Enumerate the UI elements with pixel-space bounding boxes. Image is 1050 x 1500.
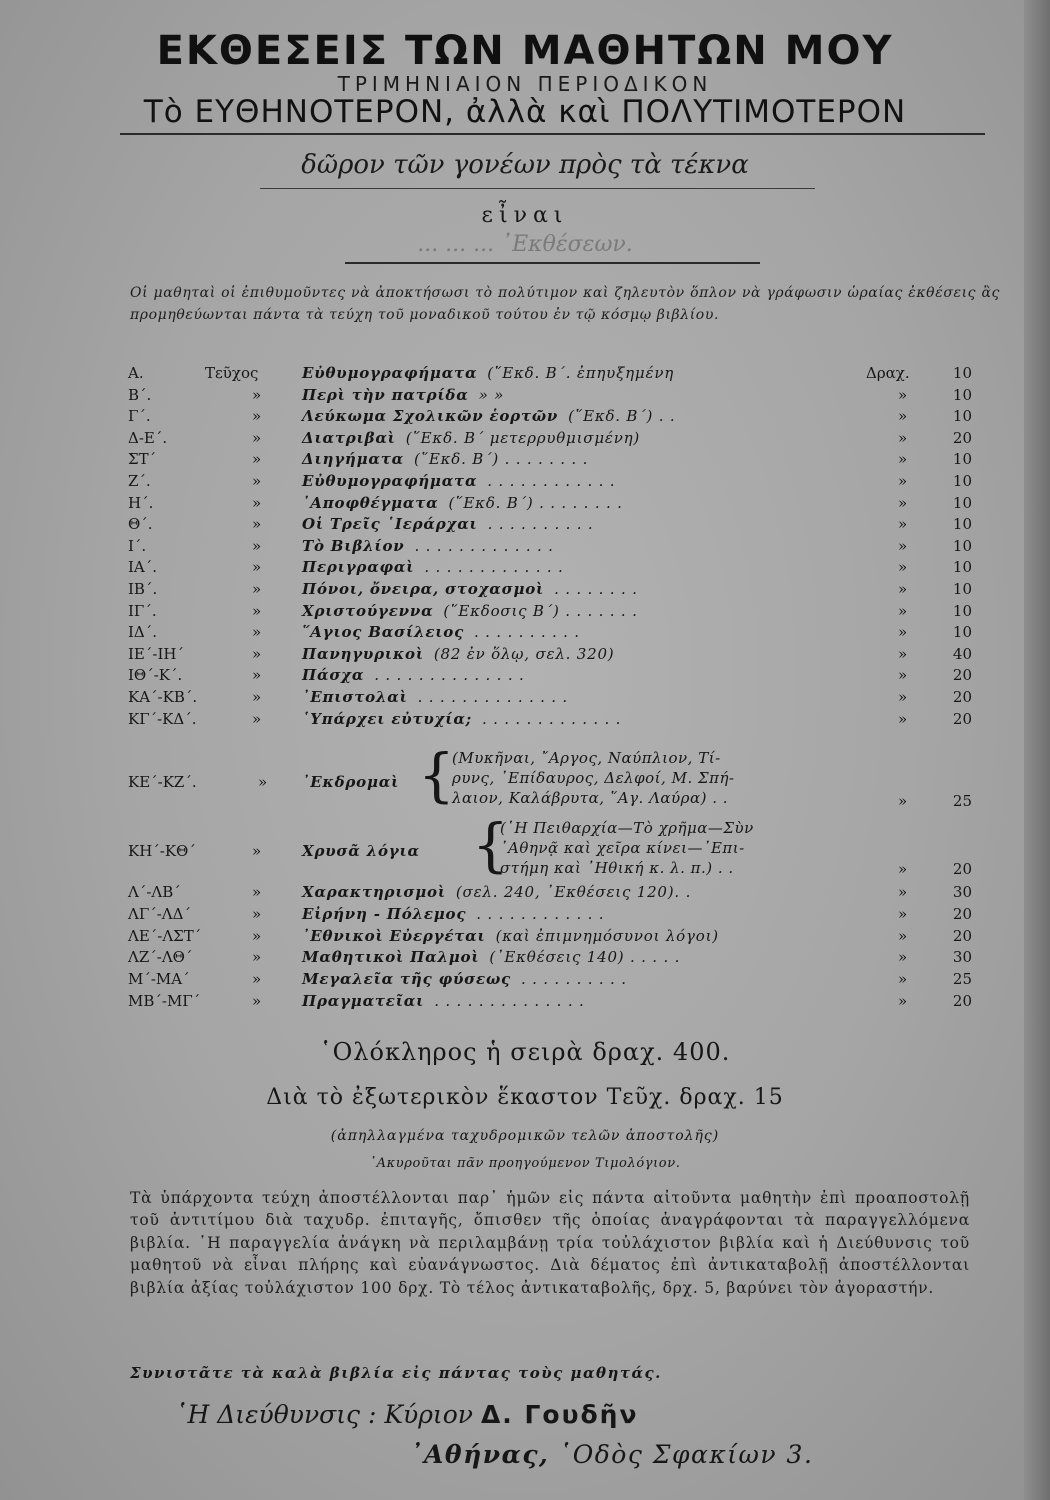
ditto-mark: » <box>252 407 262 426</box>
issue-note: . . . . . . . . . . . . . . <box>434 992 585 1010</box>
issue-price: 10 <box>952 407 972 426</box>
table-row <box>0 666 1050 688</box>
total-price: ῾Ολόκληρος ἡ σειρὰ δραχ. 400. <box>319 1038 731 1066</box>
table-row <box>0 602 1050 624</box>
abroad-price: Διὰ τὸ ἐξωτερικὸν ἕκαστον Τεῦχ. δραχ. 15 <box>266 1085 784 1110</box>
ditto-mark: » <box>252 450 262 469</box>
ditto-mark: » <box>898 558 908 577</box>
issue-price: 10 <box>952 515 972 534</box>
issue-note: (σελ. 240, ᾿Εκθέσεις 120). . <box>455 883 692 901</box>
intro-paragraph: Οἱ μαθηταὶ οἱ ἐπιθυμοῦντες νὰ ἀποκτήσωσι τὸ πολύτιμον καὶ ζηλευτὸν ὅπλον νὰ γράφωσιν ὡραίας ἐκθέσεις ἂς προμηθεύωνται πάντα τὰ τεύχη τοῦ μοναδικοῦ τούτου ἐν τῷ κόσμῳ βιβλίου. <box>130 285 1000 323</box>
issue-title: Περιγραφαὶ . . . . . . . . . . . . . <box>302 558 564 577</box>
brace-icon: { <box>472 811 510 879</box>
issue-price: 20 <box>952 666 972 685</box>
issue-number: ΙΓ΄. <box>128 601 157 620</box>
issue-price: 25 <box>952 970 972 989</box>
issue-title: Τὸ Βιβλίον . . . . . . . . . . . . . <box>302 536 554 555</box>
issue-note: . . . . . . . . . . <box>474 623 580 642</box>
issue-number: Ζ΄. <box>128 472 151 490</box>
issue-note: . . . . . . . . . . . . . <box>482 709 622 728</box>
issue-title: Πανηγυρικοὶ (82 ἐν ὅλῳ, σελ. 320) <box>302 644 615 663</box>
ditto-mark: » <box>898 428 908 447</box>
ordering-paragraph: Τὰ ὑπάρχοντα τεύχη ἀποστέλλονται παρ᾿ ἡμῶν εἰς πάντα αἰτοῦντα μαθητὴν ἐπὶ προαποστολῇ τοῦ ἀντιτίμου διὰ ταχυδρ. ἐπιταγῆς, ὄπισθεν τῆς ὁποίας ἀναγράφονται τὰ παραγγελλόμενα βιβλία. ῾Η παραγγελία ἀνάγκη νὰ περιλαμβάνῃ τρία τοὐλάχιστον βιβλία καὶ ἡ Διεύθυνσις τοῦ μαθητοῦ νὰ εἶναι πλήρης καὶ εὐανάγνωστος. Διὰ δέματος ἐπὶ ἀντικαταβολῇ ἀποστέλλονται βιβλία ἀξίας τοὐλάχιστον 100 δρχ. Τὸ τέλος ἀντικαταβολῆς, δρχ. 5, βαρύνει τὸν ἀγοραστήν. <box>130 1189 970 1297</box>
issue-price: 10 <box>952 493 972 512</box>
issue-note: (῞Εκδ. Β΄) . . . . . . . . <box>448 493 623 512</box>
pricelist-note: ᾿Ακυροῦται πᾶν προηγούμενον Τιμολόγιον. <box>369 1156 681 1171</box>
ditto-mark: » <box>252 580 262 598</box>
ditto-mark: » <box>252 515 262 534</box>
issue-note: (῞Εκδ. Β΄. ἐπηυξημένη <box>487 364 675 382</box>
ditto-mark: » <box>898 536 908 555</box>
issue-price: 10 <box>952 580 972 598</box>
divider <box>345 262 760 264</box>
ditto-mark: » <box>252 623 262 642</box>
ditto-mark: » <box>252 666 262 685</box>
issue-note: . . . . . . . . . . <box>520 970 627 989</box>
issue-title: Εἰρήνη - Πόλεμος . . . . . . . . . . . . <box>302 904 605 923</box>
issue-title: Χριστούγεννα (῞Εκδοσις Β΄) . . . . . . . <box>302 601 638 620</box>
issue-price: 30 <box>952 948 972 967</box>
issue-number: ΛΕ΄-ΛΣΤ΄ <box>128 926 202 945</box>
address-line-1 <box>175 1400 638 1429</box>
address-line-2 <box>410 1440 813 1469</box>
issue-number: ΚΓ΄-ΚΔ΄. <box>128 709 197 728</box>
issue-number: ΚΑ΄-ΚΒ΄. <box>128 688 198 706</box>
issue-note: . . . . . . . . . . . . . . <box>374 666 525 685</box>
ditto-mark: » <box>898 515 908 534</box>
ditto-mark: » <box>258 773 268 791</box>
issue-title: ᾿Αποφθέγματα (῞Εκδ. Β΄) . . . . . . . . <box>302 493 623 512</box>
divider <box>260 188 815 189</box>
issue-number: Γ΄. <box>128 407 151 426</box>
ditto-mark: » <box>252 385 262 404</box>
table-row <box>0 623 1050 645</box>
issue-number: Θ΄. <box>128 515 153 534</box>
ditto-mark: » <box>898 580 908 598</box>
ditto-mark: » <box>252 842 262 860</box>
issue-title: Χαρακτηρισμοὶ (σελ. 240, ᾿Εκθέσεις 120). . <box>302 883 692 901</box>
issue-price: 10 <box>952 472 972 490</box>
table-row <box>0 537 1050 559</box>
issue-price: 20 <box>952 709 972 728</box>
issue-note: (῞Εκδ. Β΄) . . <box>568 407 676 426</box>
subtitle: ΤΡΙΜΗΝΙΑΙΟΝ ΠΕΡΙΟΔΙΚΟΝ <box>337 72 713 96</box>
issue-price: 30 <box>952 883 972 901</box>
issue-price: 20 <box>952 992 972 1010</box>
ditto-mark: » <box>252 493 262 512</box>
issue-number: ΙΘ΄-Κ΄. <box>128 666 183 685</box>
divider <box>120 133 985 135</box>
price-cell: » 25 <box>898 792 972 810</box>
brace-text: (Μυκῆναι, ῎Αργος, Ναύπλιον, Τί- ρυνς, ᾿Επίδαυρος, Δελφοί, Μ. Σπή- λαιον, Καλάβρυτα, ῞Αγ. Λαύρα) . . <box>452 749 735 807</box>
ditto-mark: » <box>252 472 262 490</box>
issue-note: » » <box>478 385 505 404</box>
table-row <box>0 515 1050 537</box>
issue-price: 20 <box>952 904 972 923</box>
issue-number: ΙΒ΄. <box>128 580 158 598</box>
table-row <box>0 494 1050 516</box>
issue-note: (῞Εκδ. Β΄ μετερρυθμισμένη) <box>405 428 641 447</box>
table-row <box>0 580 1050 602</box>
issue-title: ᾿Επιστολαὶ . . . . . . . . . . . . . . <box>302 688 568 706</box>
issue-number: Α. <box>128 364 144 382</box>
issue-price: 20 <box>952 926 972 945</box>
ditto-mark: » <box>252 926 262 945</box>
issue-price: 20 <box>952 428 972 447</box>
ditto-mark: » <box>252 948 262 967</box>
ditto-mark: » <box>898 709 908 728</box>
ditto-mark: » <box>898 385 908 404</box>
price-cell: » 20 <box>898 860 972 878</box>
ditto-mark: » <box>252 688 262 706</box>
table-row <box>0 905 1050 927</box>
issue-title: ᾿Εκδρομαὶ <box>302 773 400 791</box>
gift-line: δῶρον τῶν γονέων πρὸς τὰ τέκνα <box>301 150 749 180</box>
issue-price: 40 <box>952 644 972 663</box>
ditto-mark: » <box>898 601 908 620</box>
ditto-mark: » <box>252 904 262 923</box>
issue-note: . . . . . . . . . . . . . <box>414 536 554 555</box>
ditto-mark: » <box>252 644 262 663</box>
issue-title: Διηγήματα (῞Εκδ. Β΄) . . . . . . . . <box>302 450 589 469</box>
issue-title: Διατριβαὶ (῞Εκδ. Β΄ μετερρυθμισμένη) <box>302 428 641 447</box>
issue-number: ΛΖ΄-ΛΘ΄ <box>128 948 193 967</box>
table-row <box>0 883 1050 905</box>
issue-title: ῾Υπάρχει εὐτυχία; . . . . . . . . . . . . . <box>302 709 622 728</box>
ditto-mark: » <box>252 601 262 620</box>
ditto-mark: » <box>252 992 262 1010</box>
issue-number: ΜΒ΄-ΜΓ΄ <box>128 992 201 1010</box>
issue-price: 10 <box>952 536 972 555</box>
issue-number: ΙΔ΄. <box>128 623 158 642</box>
issue-number: Η΄. <box>128 493 154 512</box>
issue-price: 10 <box>952 385 972 404</box>
issue-title: ῞Αγιος Βασίλειος . . . . . . . . . . <box>302 623 580 642</box>
table-row <box>0 970 1050 992</box>
issue-title: Εὐθυμογραφήματα (῞Εκδ. Β΄. ἐπηυξημένη <box>302 364 675 382</box>
address-label: ῾Η Διεύθυνσις : Κύριον <box>175 1400 473 1429</box>
issue-price: 10 <box>952 450 972 469</box>
issue-number: ΛΓ΄-ΛΔ΄ <box>128 904 191 923</box>
issue-note: (καὶ ἐπιμνημόσυνοι λόγοι) <box>495 926 719 945</box>
issue-title: Εὐθυμογραφήματα . . . . . . . . . . . . <box>302 472 616 490</box>
ditto-mark: » <box>252 558 262 577</box>
issue-title: Πραγματεῖαι . . . . . . . . . . . . . . <box>302 992 585 1010</box>
address-name: Δ. Γουδῆν <box>480 1400 639 1429</box>
recommend-line: Συνιστᾶτε τὰ καλὰ βιβλία εἰς πάντας τοὺς μαθητάς. <box>130 1364 662 1382</box>
table-row <box>0 407 1050 429</box>
ditto-mark: » <box>898 948 908 967</box>
brace-text: (῾Η Πειθαρχία—Τὸ χρῆμα—Σὺν ᾿Αθηνᾷ καὶ χεῖρα κίνει—᾿Επι- στήμη καὶ ᾿Ηθική κ. λ. π.) . . <box>500 819 754 877</box>
issue-title: Λεύκωμα Σχολικῶν ἑορτῶν (῞Εκδ. Β΄) . . <box>302 407 676 426</box>
issue-note: (῞Εκδ. Β΄) . . . . . . . . <box>413 450 589 469</box>
tagline: Τὸ ΕΥΘΗΝΟΤΕΡΟΝ, ἀλλὰ καὶ ΠΟΛΥΤΙΜΟΤΕΡΟΝ <box>143 94 907 130</box>
table-row <box>0 386 1050 408</box>
issue-number: ΚΕ΄-ΚΖ΄. <box>128 773 197 791</box>
ditto-mark: » <box>898 666 908 685</box>
issue-title: Μαθητικοὶ Παλμοὶ (᾿Εκθέσεις 140) . . . . . <box>302 948 681 967</box>
issue-price: 10 <box>952 601 972 620</box>
table-row <box>0 645 1050 667</box>
issue-note: (82 ἐν ὅλῳ, σελ. 320) <box>433 644 615 663</box>
ditto-mark: » <box>252 536 262 555</box>
issue-note: . . . . . . . . . . <box>487 515 594 534</box>
table-row <box>0 927 1050 949</box>
issue-price: 10 <box>952 558 972 577</box>
issue-title: Πάσχα . . . . . . . . . . . . . . <box>302 666 525 685</box>
issue-note: . . . . . . . . . . . . <box>476 904 605 923</box>
issue-price: 10 <box>952 623 972 642</box>
issue-number: ΚΗ΄-ΚΘ΄ <box>128 842 196 860</box>
ditto-mark: » <box>898 407 908 426</box>
table-row <box>0 558 1050 580</box>
issue-title: Οἱ Τρεῖς ῾Ιεράρχαι . . . . . . . . . . <box>302 515 594 534</box>
issue-title: Περὶ τὴν πατρίδα » » <box>302 385 505 404</box>
table-row <box>0 688 1050 710</box>
ditto-mark: » <box>898 644 908 663</box>
ditto-mark: » <box>898 472 908 490</box>
ditto-mark: » <box>898 688 908 706</box>
issue-price: 10 <box>952 364 972 382</box>
ditto-mark: » <box>252 883 262 901</box>
ditto-mark: » <box>898 450 908 469</box>
table-row <box>0 710 1050 732</box>
issue-note: (῞Εκδοσις Β΄) . . . . . . . <box>443 601 638 620</box>
faded-line: ... ... ... ᾿Εκθέσεων. <box>417 232 633 257</box>
page-title: ΕΚΘΕΣΕΙΣ ΤΩΝ ΜΑΘΗΤΩΝ ΜΟΥ <box>156 28 894 74</box>
table-row <box>0 364 1050 386</box>
ditto-mark: » <box>898 883 908 901</box>
ditto-mark: » <box>898 970 908 989</box>
table-row <box>0 450 1050 472</box>
issue-title: Πόνοι, ὄνειρα, στοχασμοὶ . . . . . . . . <box>302 580 638 598</box>
issue-note: (᾿Εκθέσεις 140) . . . . . <box>489 948 681 967</box>
issue-title: Μεγαλεῖα τῆς φύσεως . . . . . . . . . . <box>302 970 627 989</box>
is-line: εἶναι <box>481 203 569 228</box>
issue-number: Λ΄-ΛΒ΄ <box>128 883 181 901</box>
issue-number: Δ-Ε΄. <box>128 428 168 447</box>
issue-note: . . . . . . . . . . . . <box>487 472 616 490</box>
issue-price: 20 <box>952 688 972 706</box>
ditto-mark: » <box>898 992 908 1010</box>
issue-number: Β΄. <box>128 385 152 404</box>
currency-label: Δραχ. <box>866 364 910 382</box>
issue-title: Χρυσᾶ λόγια <box>302 842 420 860</box>
ditto-mark: » <box>898 904 908 923</box>
address-street: ῾Οδὸς Σφακίων 3. <box>558 1440 814 1469</box>
address-city: ᾿Αθήνας, <box>410 1440 550 1469</box>
issue-note: . . . . . . . . . . . . . . <box>417 688 568 706</box>
issue-note: . . . . . . . . . . . . . <box>424 558 564 577</box>
issue-number: ΣΤ΄ <box>128 450 157 469</box>
issue-note: . . . . . . . . <box>554 580 638 598</box>
issue-number: Μ΄-ΜΑ΄ <box>128 970 190 989</box>
issue-number: Ι΄. <box>128 536 147 555</box>
issue-number: ΙΑ΄. <box>128 558 158 577</box>
table-row <box>0 948 1050 970</box>
ditto-mark: » <box>252 428 262 447</box>
ditto-mark: » <box>898 926 908 945</box>
ditto-mark: » <box>898 623 908 642</box>
issue-title: ᾿Εθνικοὶ Εὐεργέται (καὶ ἐπιμνημόσυνοι λόγοι) <box>302 926 719 945</box>
postage-note: (ἀπηλλαγμένα ταχυδρομικῶν τελῶν ἀποστολῆς) <box>330 1128 720 1144</box>
table-row <box>0 472 1050 494</box>
table-row <box>0 429 1050 451</box>
ditto-mark: » <box>252 970 262 989</box>
brace-icon: { <box>418 741 456 809</box>
issue-number: ΙΕ΄-ΙΗ΄ <box>128 644 184 663</box>
issue-label: Τεῦχος <box>205 364 259 382</box>
table-row <box>0 992 1050 1014</box>
ditto-mark: » <box>898 493 908 512</box>
ditto-mark: » <box>252 709 262 728</box>
